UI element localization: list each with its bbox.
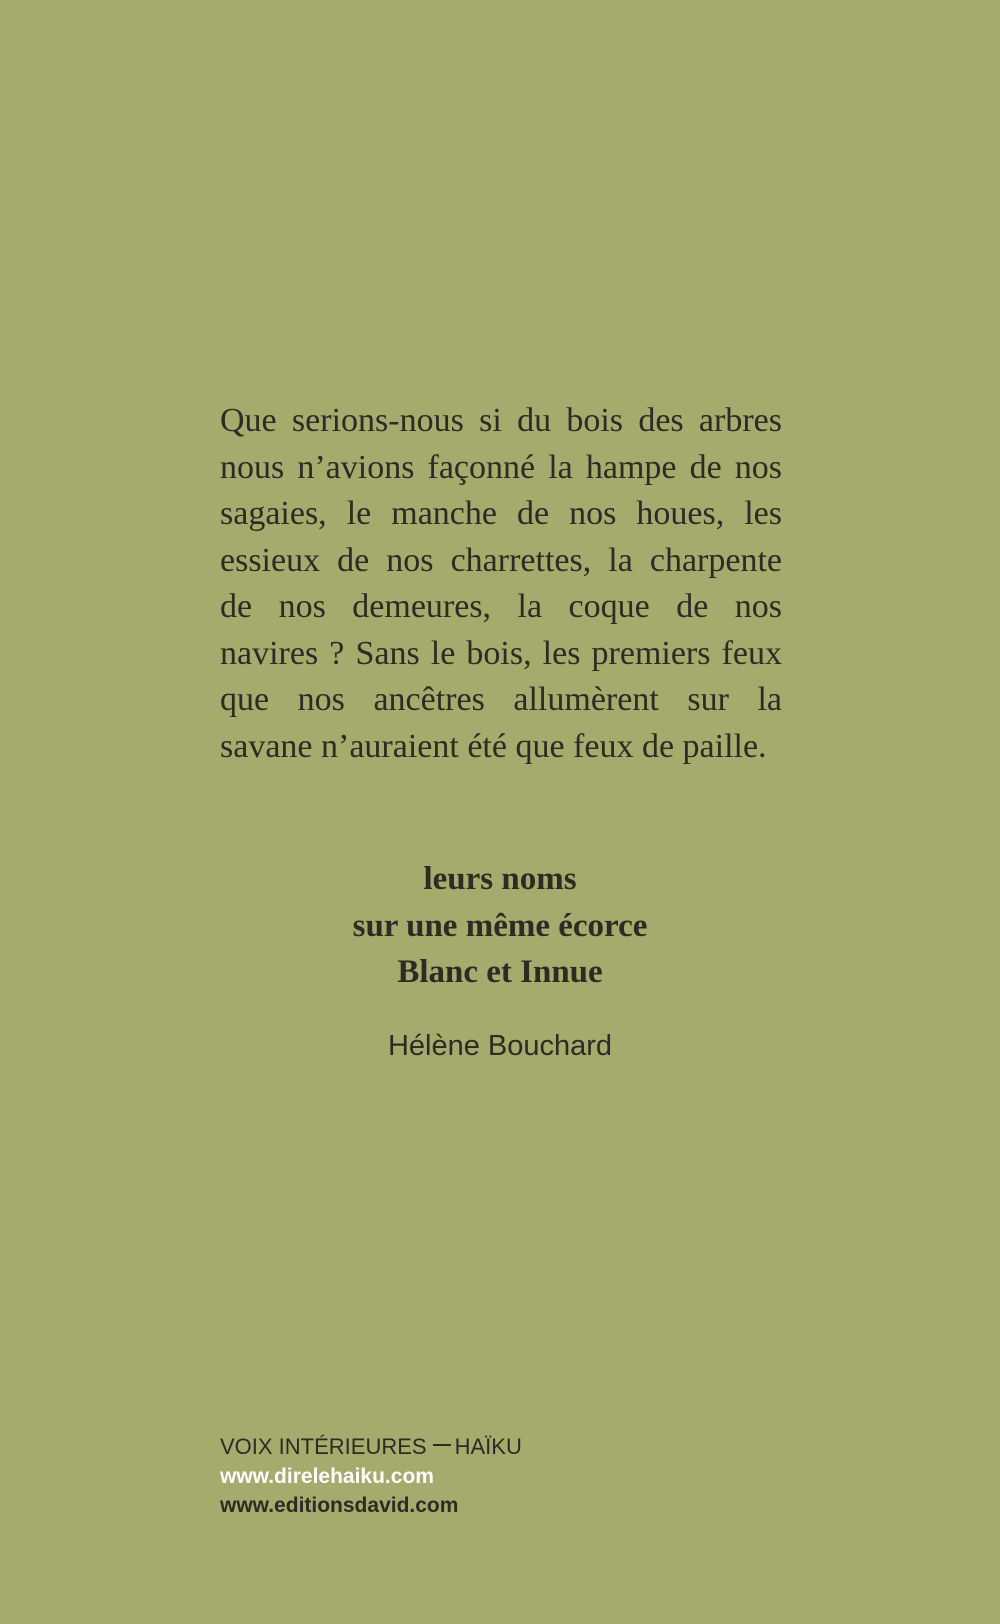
haiku-line: leurs noms [423,861,577,897]
excerpt-line: nous n’avions façonné la hampe de nos [220,448,782,486]
collection-series: VOIX INTÉRIEURES [220,1434,427,1459]
excerpt-line: navires ? Sans le bois, les premiers feux [220,634,782,672]
excerpt-line: savane n’auraient été que feux de paille. [220,727,767,765]
haiku-poem [0,856,1000,996]
website-link-haiku[interactable]: www.direlehaiku.com [220,1465,434,1488]
excerpt-line: que nos ancêtres allumèrent sur la [220,681,782,718]
publisher-footer [220,1432,522,1520]
excerpt-line: sagaies, le manche de nos houes, les [220,495,782,532]
haiku-line: Blanc et Innue [397,954,603,990]
dash-separator [433,1444,451,1446]
haiku-line: sur une même écorce [352,907,648,944]
collection-type: HAÏKU [454,1434,522,1459]
excerpt-line: de nos demeures, la coque de nos [220,588,782,625]
excerpt-line: essieux de nos charrettes, la charpente [220,541,782,579]
excerpt-line: Que serions-nous si du bois des arbres [220,402,782,439]
collection-name [220,1432,522,1462]
author-name: Hélène Bouchard [387,1030,613,1062]
excerpt-paragraph [220,398,782,770]
website-link-publisher[interactable]: www.editionsdavid.com [220,1494,459,1517]
